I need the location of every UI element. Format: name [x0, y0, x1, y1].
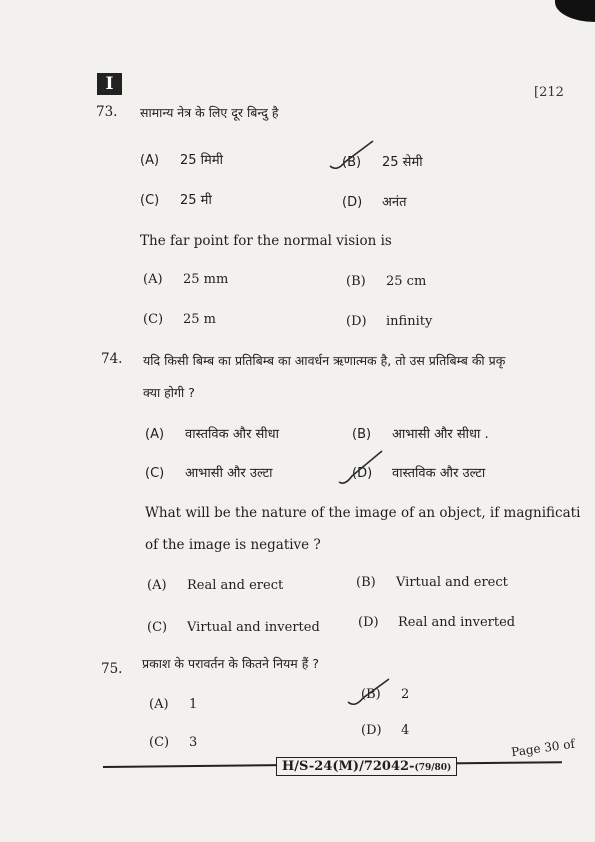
option-c-english: (C) Virtual and inverted — [147, 620, 320, 635]
page-corner-shadow — [555, 0, 595, 22]
option-b: (B) 2 — [361, 687, 410, 702]
option-c: (C) 3 — [149, 735, 198, 750]
option-c-english: (C) 25 m — [143, 312, 217, 327]
option-b-hindi: (B) आभासी और सीधा . — [352, 427, 489, 442]
answer-tick-mark — [345, 676, 395, 712]
question-text-hindi-line2: क्या होगी ? — [143, 385, 195, 400]
option-a-hindi: (A) वास्तविक और सीधा — [145, 427, 280, 442]
question-number: 74. — [101, 351, 123, 367]
page-number: [212 — [534, 85, 564, 100]
option-a-english: (A) 25 mm — [143, 272, 229, 287]
question-text-english-line2: of the image is negative ? — [145, 537, 321, 553]
question-text-hindi-line1: यदि किसी बिम्ब का प्रतिबिम्ब का आवर्धन ऋणात्मक है, तो उस प्रतिबिम्ब की प्रकृ — [143, 353, 506, 368]
option-c-hindi: (C) आभासी और उल्टा — [145, 466, 273, 481]
question-number: 73. — [96, 104, 118, 120]
option-a-english: (A) Real and erect — [147, 578, 284, 593]
option-b-english: (B) 25 cm — [346, 274, 427, 289]
paper-code: H/S-24(M)/72042-(79/80) — [276, 757, 457, 776]
question-number: 75. — [101, 661, 123, 677]
question-text-english-line1: What will be the nature of the image of an object, if magnificati — [145, 505, 581, 521]
option-a: (A) 1 — [149, 697, 198, 712]
option-d: (D) 4 — [361, 723, 410, 738]
option-d-english: (D) infinity — [346, 314, 433, 329]
question-text-hindi: सामान्य नेत्र के लिए दूर बिन्दु है — [140, 105, 279, 120]
question-text-hindi: प्रकाश के परावर्तन के कितने नियम हैं ? — [142, 656, 319, 671]
option-c-hindi: (C) 25 मी — [140, 193, 212, 208]
option-b-english: (B) Virtual and erect — [356, 575, 508, 590]
option-a-hindi: (A) 25 मिमी — [140, 153, 223, 168]
option-d-english: (D) Real and inverted — [358, 615, 516, 630]
option-d-hindi: (D) अनंत — [342, 195, 407, 210]
answer-tick-mark — [336, 448, 386, 490]
section-badge: I — [97, 73, 122, 95]
option-d-hindi: (D) वास्तविक और उल्टा — [352, 466, 486, 481]
page-label: Page 30 of — [510, 736, 576, 760]
question-text-english: The far point for the normal vision is — [140, 233, 392, 249]
answer-tick-mark — [327, 138, 377, 178]
option-b-hindi: (B) 25 सेमी — [342, 155, 423, 170]
